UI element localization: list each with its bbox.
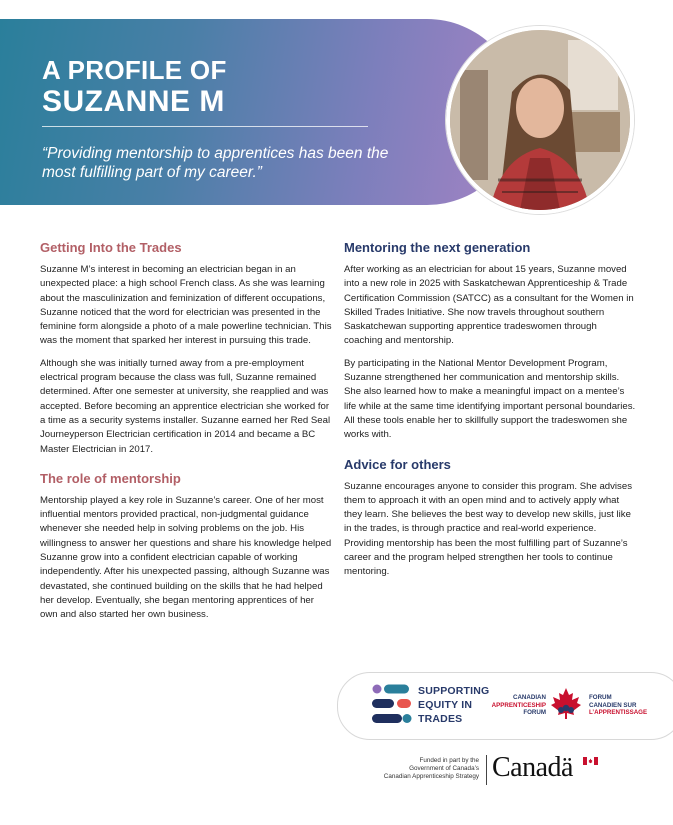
equity-line-1: SUPPORTING: [418, 685, 490, 697]
caf-french-name: [589, 694, 669, 717]
caf-en-line-1: CANADIAN: [513, 694, 546, 701]
caf-fr-line-1: FORUM: [589, 694, 612, 701]
caf-fr-line-2: CANADIEN SUR: [589, 701, 637, 709]
pull-quote: “Providing mentorship to apprentices has been the most fulfilling part of my career.”: [42, 145, 389, 181]
title-divider: [42, 126, 368, 127]
title-line-1: A PROFILE OF: [42, 55, 227, 85]
funded-line-3: Canadian Apprenticeship Strategy: [383, 773, 479, 780]
caf-fr-line-3: L’APPRENTISSAGE: [589, 709, 648, 716]
canada-wordmark: Canadä: [492, 752, 573, 783]
title-line-2: SUZANNE M: [42, 85, 225, 118]
paragraph: Suzanne M’s interest in becoming an electrician began in an unexpected place: a high school French class. As she was learning about the masculinization and feminization of different occupations, Suzanne noticed that the word for electrician was presented in the feminine form alongside a photo of a male powerline technician. This was the moment that sparked her interest in pursuing this trade.: [40, 264, 332, 347]
funding-divider: [486, 755, 487, 785]
caf-english-name: [476, 694, 546, 717]
funding-statement: [352, 757, 479, 781]
portrait-illustration: [450, 30, 630, 210]
left-column: [40, 240, 333, 631]
paragraph: Mentorship played a key role in Suzanne’s career. One of her most influential mentors provided practical, non-judgmental guidance whenever she needed help in solving problems on the job. His willingness to answer her questions and share his knowledge helped Suzanne grow into a confident electrician capable of working independently. After his unexpected passing, although Suzanne was devastated, she continued building on the skills that he had helped her develop. Eventually, she began mentoring apprentices of her own and also started her own business.: [40, 494, 332, 621]
equity-line-3: TRADES: [418, 713, 463, 725]
caf-en-line-2: APPRENTICESHIP: [491, 701, 546, 709]
paragraph: After working as an electrician for about 15 years, Suzanne moved into a new role in 2025 with Saskatchewan Apprenticeship & Trade Certification Commission (SATCC) as a consultant for the Women in Skilled Trades Initiative. She now travels throughout southern Saskatchewan supporting apprentice tradeswomen through coaching and mentorship.: [344, 264, 634, 347]
maple-leaf-icon: [549, 686, 583, 720]
canada-flag-icon: [583, 757, 598, 765]
right-column: [344, 240, 637, 588]
section-heading-getting-into-trades: Getting Into the Trades: [40, 240, 182, 255]
section-heading-role-of-mentorship: The role of mentorship: [40, 470, 181, 486]
paragraph: Suzanne encourages anyone to consider this program. She advises them to approach it with an open mind and to actively apply what they learn. She believes the best way to develop new skills, just like in the trades, is through practice and real-world experience. Providing mentorship has been the most fulfilling part of Suzanne’s career and the program helped strengthen her tools to continue mentoring.: [344, 480, 632, 578]
section-heading-mentoring-next-generation: Mentoring the next generation: [344, 240, 531, 255]
supporting-equity-logo-icon: [372, 683, 412, 725]
paragraph: Although she was initially turned away from a pre-employment electrical program because the class was full, Suzanne remained determined. After one semester at university, she reapplied and was accepted. Before becoming an apprentice electrician she worked for a time as a security systems installer. Suzanne earned her Red Seal Journeyperson Electrician certification in 2014 and became a BC Master Electrician in 2017.: [40, 357, 331, 455]
equity-line-2: EQUITY IN: [418, 699, 473, 711]
paragraph: By participating in the National Mentor Development Program, Suzanne strengthened her communication and mentorship skills. She also learned how to make a meaningful impact on a mentee’s life while at the same time identifying important personal boundaries. All these tools enable her to skillfully support the tradeswomen she works with.: [344, 357, 636, 441]
caf-en-line-3: FORUM: [523, 709, 546, 716]
funded-line-2: Government of Canada’s: [409, 765, 479, 772]
section-heading-advice-for-others: Advice for others: [344, 456, 451, 472]
funded-line-1: Funded in part by the: [419, 757, 479, 764]
profile-photo: [446, 26, 634, 214]
